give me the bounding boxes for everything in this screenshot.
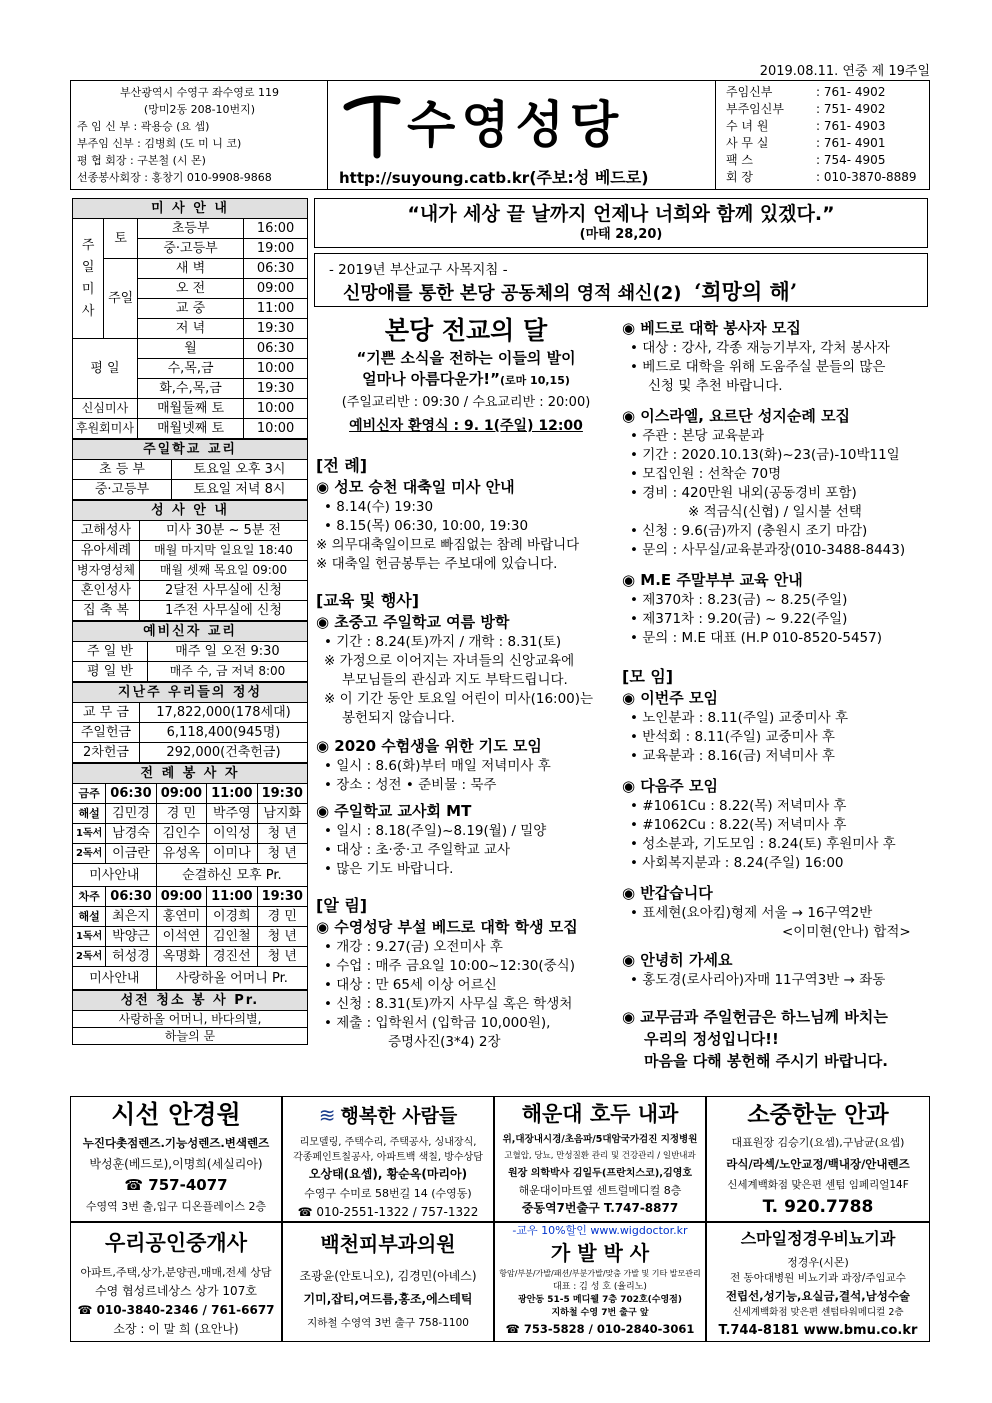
liturgy-servers-table: 전 례 봉 사 자 금주 06:30 09:00 11:00 19:30 해설 김민경 경 민 박주영 남지화 1독서 남경숙 김인수 이익성 청 년 2독서 이금란 유성옥 이미나 청 년 미사안내 순결하신 모후 Pr. 차주 06:30 09:00 11:00 19:30 해설 최은지 홍연미 이경희 경 민 1독서 박양근 이석연 김인철 청 년 2독서 허성경 옥명화 경진선 청 년 미사안내 사랑하올 어머니 Pr. (72, 763, 308, 990)
section-liturgy: [전 례] (316, 456, 368, 475)
ad-urology: 스마일정경우비뇨기과 정경우(시몬) 전 동아대병원 비뇨기과 과장/주임교수 전립선,성기능,요실금,결석,남성수술 신세계백화점 맞은편 센텀타워메디컬 2층 T.744-8181 www.bmu.co.kr (706, 1222, 930, 1342)
masthead (70, 80, 930, 190)
section-education: [교육 및 행사] (316, 591, 420, 610)
section-meeting: [모 임] (622, 667, 674, 686)
issue-date: 2019.08.11. 연중 제 19주일 (759, 64, 930, 79)
saturday-label: 토 (104, 219, 138, 259)
ad-interior: ≋ 행복한 사람들 리모델링, 주택수리, 주택공사, 싱내장식, 각종페인트칠공사, 아파트백 색칠, 방수상담 오상태(요셉), 황순옥(마리아) 수영구 수미로 58번길 14 (수영동) ☎ 010-2551-1322 / 757-1322 (282, 1096, 494, 1222)
contact-row: 회 장 : 010-3870-8889 (726, 170, 917, 184)
scripture-banner (314, 198, 928, 248)
banner-ref: (마태 28,20) (579, 227, 663, 242)
left-column (72, 198, 308, 1045)
pastoral-policy-box (314, 253, 928, 307)
policy-label: - 2019년 부산교구 사목지침 - (329, 262, 508, 278)
mission-title: 본당 전교의 달 (384, 316, 548, 345)
parish-address: 부산광역시 수영구 좌수영로 119 (120, 86, 279, 99)
mass-header: 미 사 안 내 (73, 199, 308, 219)
right-column: ◉ 베드로 대학 봉사자 모집 • 대상 : 강사, 각종 재능기부자, 각처 봉사자 • 베드로 대학을 위해 도움주실 분들의 많은 신청 및 추천 바랍니다. ◉ 이스라엘, 요르단 성지순례 모집 • 주관 : 본당 교육분과 • 기간 : 2020.10.13(화)~23(금)-10박11일 • 모집인원 : 선착순 70명 • 경비 : 420만원 내외(공동경비 포함) ※ 적금식(신협) / 일시불 선택 • 신청 : 9.6(금)까지 (충원시 조기 마감) • 문의 : 사무실/교육분과장(010-3488-8443) ◉ M.E 주말부부 교육 안내 • 제370차 : 8.23(금) ~ 8.25(주일) • 제371차 : 9.20(금) ~ 9.22(주일) • 문의 : M.E 대표 (H.P 010-8520-5457) [모 임] ◉ 이번주 모임 • 노인분과 : 8.11(주일) 교중미사 후 • 반석회 : 8.11(주일) 교중미사 후 • 교육분과 : 8.16(금) 저녁미사 후 ◉ 다음주 모임 • #1061Cu : 8.22(목) 저녁미사 후 • #1062Cu : 8.22(목) 저녁미사 후 • 성소분과, 기도모임 : 8.24(토) 후원미사 후 • 사회복지분과 : 8.24(주일) 16:00 ◉ 반갑습니다 • 표세현(요아킴)형제 서울 → 16구역2반 <이미현(안나) 합적> ◉ 안녕히 가세요 • 홍도경(로사리아)자매 11구역3반 → 좌동 ◉ 교무금과 주일헌금은 하느님께 바치는 우리의 정성입니다!! 마음을 다해 봉헌해 주시기 바랍니다. (622, 318, 928, 1072)
mass-schedule-table: 미 사 안 내 주일미사 토 초등부 16:00 중·고등부 19:00 주일 새 벽 06:30 오 전 09:00 교 중 11:00 저 녁 19:30 평 일 월 06:30 수,목,금 10:00 화,수,목,금 19:30 신심미사 매월둘째 토 10:00 후원회미사 매월넷째 토 10:00 (72, 198, 308, 439)
contact-row: 주임신부 : 761- 4902 (726, 85, 886, 99)
ad-dermatology: 백천피부과의원 조광윤(안토니오), 김경민(아녜스) 기미,잡티,여드름,홍조,에스테틱 지하철 수영역 3번 출구 758-1100 (282, 1222, 494, 1342)
ad-internal-medicine: 해운대 호두 내과 위,대장내시경/초음파/5대암국가검진 지정병원 고혈압, 당뇨, 만성질환 관리 및 건강관리 / 일반내과 원장 의학박사 김일두(프란치스코),김영호 해운대이마트옆 센트럴메디컬 8층 중동역7번출구 T.747-8877 (494, 1096, 706, 1222)
wig-shop-link[interactable]: -교우 10%할인 www.wigdoctor.kr (512, 1224, 688, 1237)
weekday-label: 평 일 (73, 339, 138, 399)
pastor: 주 임 신 부 : 곽용승 (요 셉) (77, 120, 210, 133)
ad-optician: 시선 안경원 누진다촛점렌즈.기능성렌즈.변색렌즈 박성훈(베드로),이명희(세실리아) ☎ 757-4077 수영역 3번 출,입구 디온플레이스 2층 (70, 1096, 282, 1222)
contact-row: 부주임신부 : 751- 4902 (726, 102, 886, 116)
contact-list (726, 84, 926, 186)
policy-emphasis: ‘희망의 해’ (694, 279, 798, 304)
middle-column: 본당 전교의 달 “기쁜 소식을 전하는 이들의 발이 얼마나 아름다운가!”(로마 10,15) (주일교리반 : 09:30 / 수요교리반 : 20:00) 예비신자 환영식 : 9. 1(주일) 12:00 [전 례] ◉ 성모 승천 대축일 미사 안내 • 8.14(수) 19:30 • 8.15(목) 06:30, 10:00, 19:30 ※ 의무대축일이므로 빠짐없는 참례 바랍니다 ※ 대축일 헌금봉투는 주보대에 있습니다. [교육 및 행사] ◉ 초중고 주일학교 여름 방학 • 기간 : 8.24(토)까지 / 개학 : 8.31(토) ※ 가정으로 이어지는 자녀들의 신앙교육에 부모님들의 관심과 지도 부탁드립니다. ※ 이 기간 동안 토요일 어린이 미사(16:00)는 봉헌되지 않습니다. ◉ 2020 수험생을 위한 기도 모임 • 일시 : 8.6(화)부터 매일 저녁미사 후 • 장소 : 성전 • 준비물 : 묵주 ◉ 주일학교 교사회 MT • 일시 : 8.18(주일)~8.19(월) / 밀양 • 대상 : 초·중·고 주일학교 교사 • 많은 기도 바랍니다. [알 림] ◉ 수영성당 부설 베드로 대학 학생 모집 • 개강 : 9.27(금) 오전미사 후 • 수업 : 매주 금요일 10:00~12:30(중식) • 대상 : 만 65세 이상 어르신 • 신청 : 8.31(토)까지 사무실 혹은 학생처 • 제출 : 입학원서 (입학금 10,000원), 증명사진(3*4) 2장 (316, 314, 616, 1052)
contact-row: 수 녀 원 : 761- 4903 (726, 119, 886, 133)
contact-row: 팩 스 : 754- 4905 (726, 153, 886, 167)
contact-row: 사 무 실 : 761- 4901 (726, 136, 886, 150)
catechumen-table: 예비신자 교리 주 일 반 매주 일 오전 9:30 평 일 반 매주 수, 금 저녁 8:00 (72, 621, 308, 682)
parish-address-old: (망미2동 208-10번지) (143, 103, 256, 116)
sunday-label: 주일 (104, 259, 138, 339)
banner-quote: “내가 세상 끝 날까지 언제나 너희와 함께 있겠다.” (407, 203, 835, 225)
offering-appeal: ◉ 교무금과 주일헌금은 하느님께 바치는 우리의 정성입니다!! 마음을 다해 봉헌해 주시기 바랍니다. (622, 1008, 888, 1070)
ad-eye-clinic: 소중한눈 안과 대표원장 김승기(요셉),구남균(요셉) 라식/라섹/노안교정/백내장/안내렌즈 신세계백화점 맞은편 센텀 임페리얼14F T. 920.7788 (706, 1096, 930, 1222)
sunday-school-table: 주일학교 교리 초 등 부 토요일 오후 3시 중·고등부 토요일 저녁 8시 (72, 439, 308, 500)
parish-url[interactable]: http://suyoung.catb.kr (339, 169, 530, 187)
cleaning-table: 성전 청소 봉 사 Pr. 사랑하올 어머니, 바다의별, 하늘의 문 (72, 990, 308, 1045)
council-president: 평 협 회장 : 구본철 (시 몬) (77, 154, 206, 167)
policy-line: 신망애를 통한 본당 공동체의 영적 쇄신(2) ‘희망의 해’ (343, 279, 798, 304)
sunday-mass-label: 주일미사 (73, 219, 104, 339)
ad-realtor: 우리공인중개사 아파트,주택,상가,분양권,매매,전세 상담 수영 협성르네상스 상가 107호 ☎ 010-3840-2346 / 761-6677 소장 : 이 말 희 (요안나) (70, 1222, 282, 1342)
section-notice: [알 림] (316, 896, 368, 915)
parish-info (77, 84, 322, 186)
offering-table: 지난주 우리들의 정성 교 무 금 17,822,000(178세대) 주일헌금 6,118,400(945명) 2차헌금 292,000(건축헌금) (72, 682, 308, 763)
funeral-service-head: 선종봉사회장 : 홍창기 010-9908-9868 (77, 171, 272, 184)
ad-wig-shop: -교우 10%할인 www.wigdoctor.kr 가 발 박 사 항암/부분/가발/패션/부분가발/맞춤 가발 및 기타 발모관리 대표 : 김 성 호 (율리노) 광안동 51-5 메디웰 7층 702호(수영점) 지하철 수영 7번 출구 앞 ☎ 753-5828 / 010-2840-3061 (494, 1222, 706, 1342)
assistant-pastor: 부주임 신부 : 김병희 (도 미 니 코) (77, 137, 242, 150)
sacrament-table: 성 사 안 내 고해성사 미사 30분 ~ 5분 전 유아세례 매월 마지막 일요일 18:40 병자영성체 매월 셋째 목요일 09:00 혼인성사 2달전 사무실에 신청 집 축 복 1주전 사무실에 신청 (72, 500, 308, 621)
swoosh-logo-icon: ≋ (318, 1103, 336, 1127)
catechumen-welcome: 예비신자 환영식 : 9. 1(주일) 12:00 (349, 418, 583, 434)
parish-url-line (339, 165, 649, 188)
parish-title: 수영성당 (407, 95, 625, 154)
cross-logo-icon (339, 89, 409, 159)
patron-saint: (주보:성 베드로) (529, 168, 649, 187)
